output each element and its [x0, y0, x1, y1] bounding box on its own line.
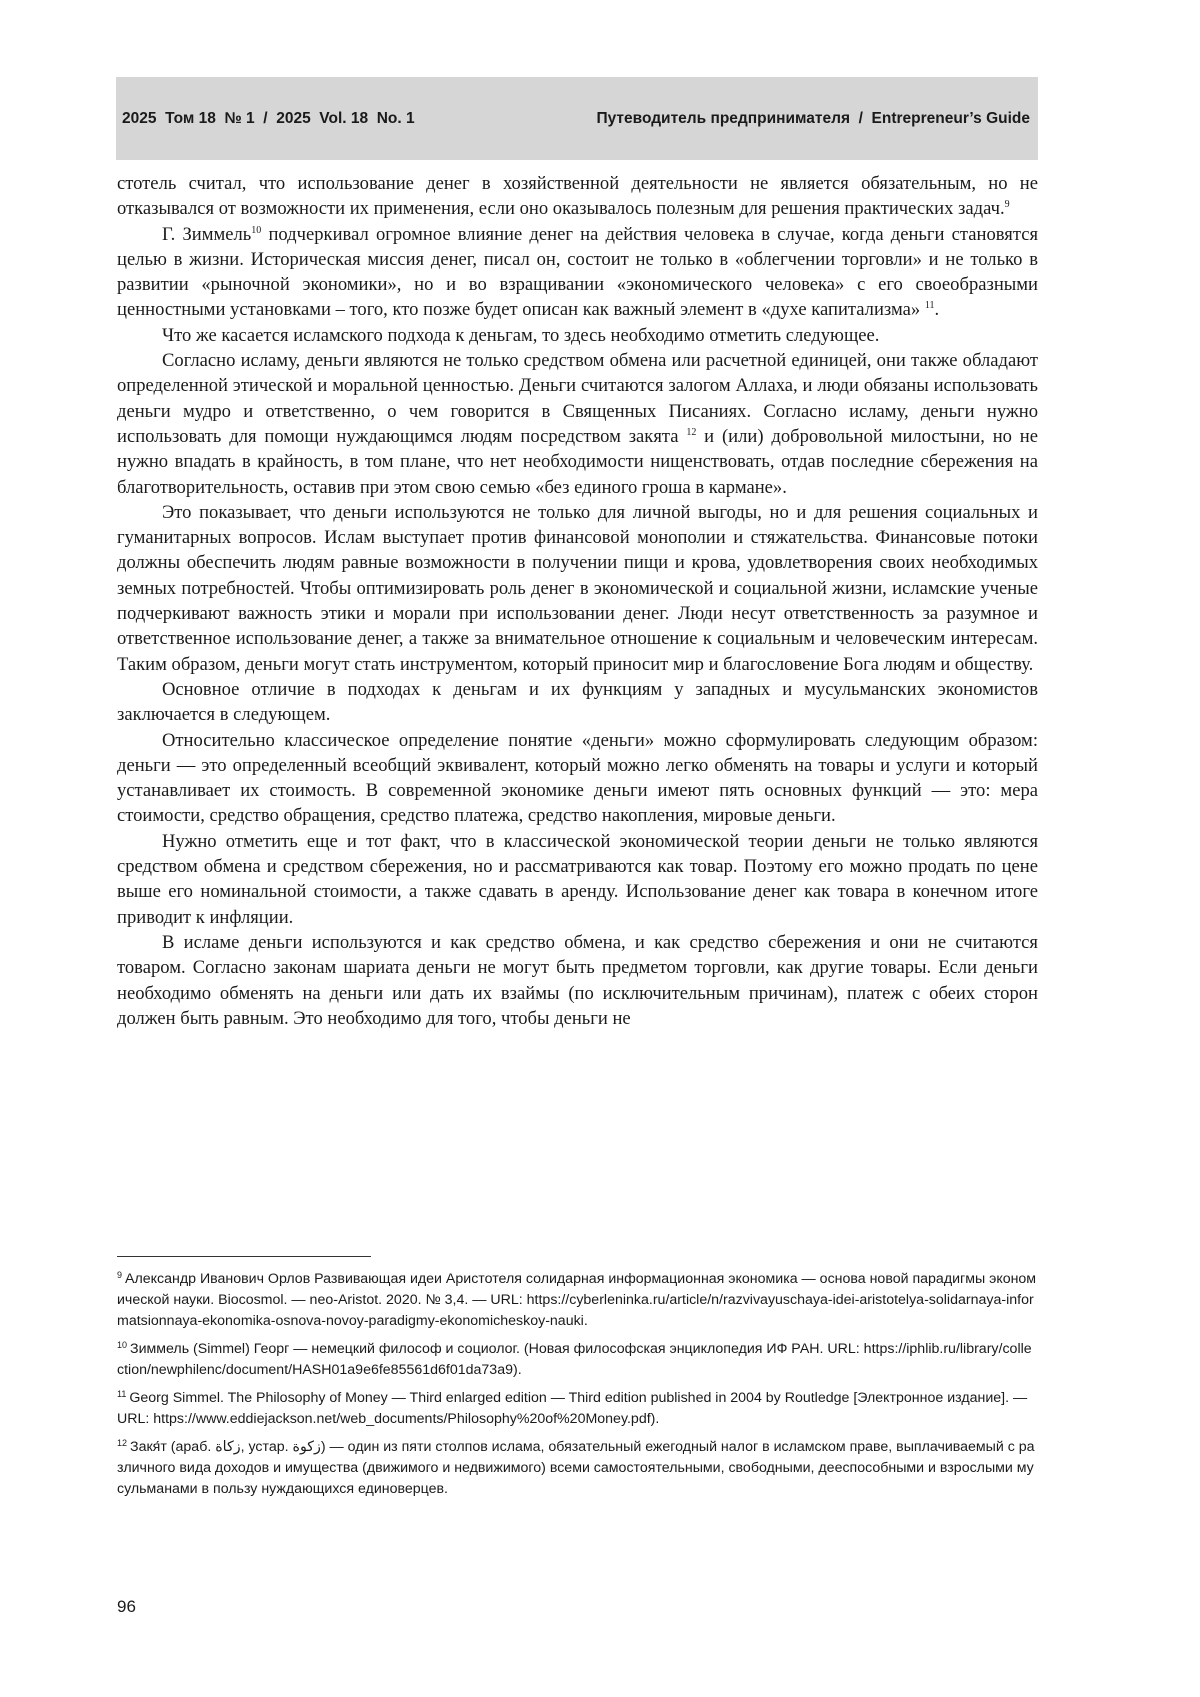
footnote-text: Georg Simmel. The Philosophy of Money — Third enlarged edition — Third edition published in 2004 by Routledge [Электронное издание]. — URL: https://www.eddiejackson.net/web_documents/Philosophy%20of%20Money.pdf). [117, 1390, 1027, 1427]
paragraph-text: В исламе деньги используются и как средство обмена, и как средство сбережения и они не считаются товаром. Согласно законам шариата деньги не могут быть предметом торговли, как другие товары. Если деньги необходимо обменять на деньги или дать их взаймы (по исключительным причинам), платеж с обеих сторон должен быть равным. Это необходимо для того, чтобы деньги не [117, 932, 1038, 1029]
body-paragraph [117, 728, 1038, 829]
paragraph-text: Основное отличие в подходах к деньгам и их функциям у западных и мусульманских экономистов заключается в следующем. [117, 679, 1038, 725]
running-header [116, 77, 1038, 160]
body-paragraph [117, 677, 1038, 728]
footnotes [117, 1269, 1038, 1507]
journal-title: Путеводитель предпринимателя / Entrepreneur’s Guide [596, 110, 1030, 128]
footnote-number: 12 [117, 1438, 127, 1448]
footnote-ref[interactable]: 11 [925, 300, 935, 311]
page-number: 96 [117, 1597, 136, 1617]
paragraph-text: . [934, 299, 939, 320]
footnote-divider [117, 1256, 371, 1257]
footnote-number: 10 [117, 1340, 127, 1350]
body-paragraph [117, 171, 1038, 222]
paragraph-text: и (или) добровольной милостыни, но не нужно впадать в крайность, в том плане, что нет необходимости нищенствовать, отдав последние сбережения на благотворительность, оставив при этом свою семью «без единого гроша в кармане». [117, 426, 1038, 498]
paragraph-text: Г. Зиммель [162, 224, 251, 245]
paragraph-text: Что же касается исламского подхода к деньгам, то здесь необходимо отметить следующее. [162, 325, 879, 346]
footnote-number: 9 [117, 1270, 122, 1280]
paragraph-text: подчеркивал огромное влияние денег на действия человека в случае, когда деньги становятся целью в жизни. Историческая миссия денег, писал он, состоит не только в «облегчении торговли» и не только в развитии «рыночной экономики», но и во взращивании «экономического человека» с его своеобразными ценностными установками – того, кто позже будет описан как важный элемент в «духе капитализма» [117, 224, 1038, 321]
paragraph-text: Относительно классическое определение понятие «деньги» можно сформулировать следующим образом: деньги — это определенный всеобщий эквивалент, который можно легко обменять на товары и услуги и который устанавливает их стоимость. В современной экономике деньги имеют пять основных функций — это: мера стоимости, средство обращения, средство платежа, средство накопления, мировые деньги. [117, 730, 1038, 827]
footnote-ref[interactable]: 12 [686, 427, 696, 438]
body-paragraph [117, 348, 1038, 500]
footnote-ref[interactable]: 9 [1005, 199, 1010, 210]
journal-issue-info: 2025 Том 18 № 1 / 2025 Vol. 18 No. 1 [122, 110, 415, 128]
paragraph-text: Нужно отметить еще и тот факт, что в классической экономической теории деньги не только являются средством обмена и средством сбережения, но и рассматриваются как товар. Поэтому его можно продать по цене выше его номинальной стоимости, а также сдавать в аренду. Использование денег как товара в конечном итоге приводит к инфляции. [117, 831, 1038, 928]
paragraph-text: Согласно исламу, деньги являются не только средством обмена или расчетной единицей, они также обладают определенной этической и моральной ценностью. Деньги считаются залогом Аллаха, и люди обязаны использовать деньги мудро и ответственно, о чем говорится в Священных Писаниях. Согласно исламу, деньги нужно использовать для помощи нуждающимся людям посредством закята [117, 350, 1038, 447]
footnote-text: Александр Иванович Орлов Развивающая идеи Аристотеля солидарная информационная экономика — основа новой парадигмы экономической науки. Biocosmol. — neo-Aristot. 2020. № 3,4. — URL: https://cyberleninka.ru/article/n/razvivayuschaya-idei-aristotelya-solidarnaya-informatsionnaya-ekonomika-osnova-novoy-paradigmy-ekonomicheskoy-nauki. [117, 1271, 1036, 1329]
body-paragraph [117, 500, 1038, 677]
body-paragraph [117, 829, 1038, 930]
paragraph-text: Это показывает, что деньги используются не только для личной выгоды, но и для решения социальных и гуманитарных вопросов. Ислам выступает против финансовой монополии и стяжательства. Финансовые потоки должны обеспечить людям равные возможности в получении пищи и крова, удовлетворения своих необходимых земных потребностей. Чтобы оптимизировать роль денег в экономической и социальной жизни, исламские ученые подчеркивают важность этики и морали при использовании денег. Люди несут ответственность за разумное и ответственное использование денег, а также за внимательное отношение к социальным и человеческим интересам. Таким образом, деньги могут стать инструментом, который приносит мир и благословение Бога людям и обществу. [117, 502, 1038, 675]
footnote-text: Закя́т (араб. زكاة, устар. زكوة) — один из пяти столпов ислама, обязательный ежегодный налог в исламском праве, выплачиваемый с различного вида доходов и имущества (движимого и недвижимого) всеми самостоятельными, свободными, дееспособными и взрослыми мусульманами в пользу нуждающихся единоверцев. [117, 1439, 1035, 1497]
paragraph-text: стотель считал, что использование денег в хозяйственной деятельности не является обязательным, но не отказывался от возможности их применения, если оно оказывалось полезным для решения практических задач. [117, 173, 1038, 219]
footnote-ref[interactable]: 10 [251, 225, 261, 236]
footnote-number: 11 [117, 1389, 126, 1399]
footnote-11 [117, 1388, 1038, 1430]
body-paragraph [117, 930, 1038, 1031]
footnote-12 [117, 1437, 1038, 1500]
footnote-10 [117, 1339, 1038, 1381]
body-paragraph [117, 323, 1038, 348]
article-body [117, 171, 1038, 1031]
footnote-9 [117, 1269, 1038, 1332]
body-paragraph [117, 222, 1038, 323]
footnote-text: Зиммель (Simmel) Георг — немецкий философ и социолог. (Новая философская энциклопедия ИФ РАН. URL: https://iphlib.ru/library/collection/newphilenc/document/HASH01a9e6fe85561d6f01da73a9). [117, 1341, 1032, 1378]
